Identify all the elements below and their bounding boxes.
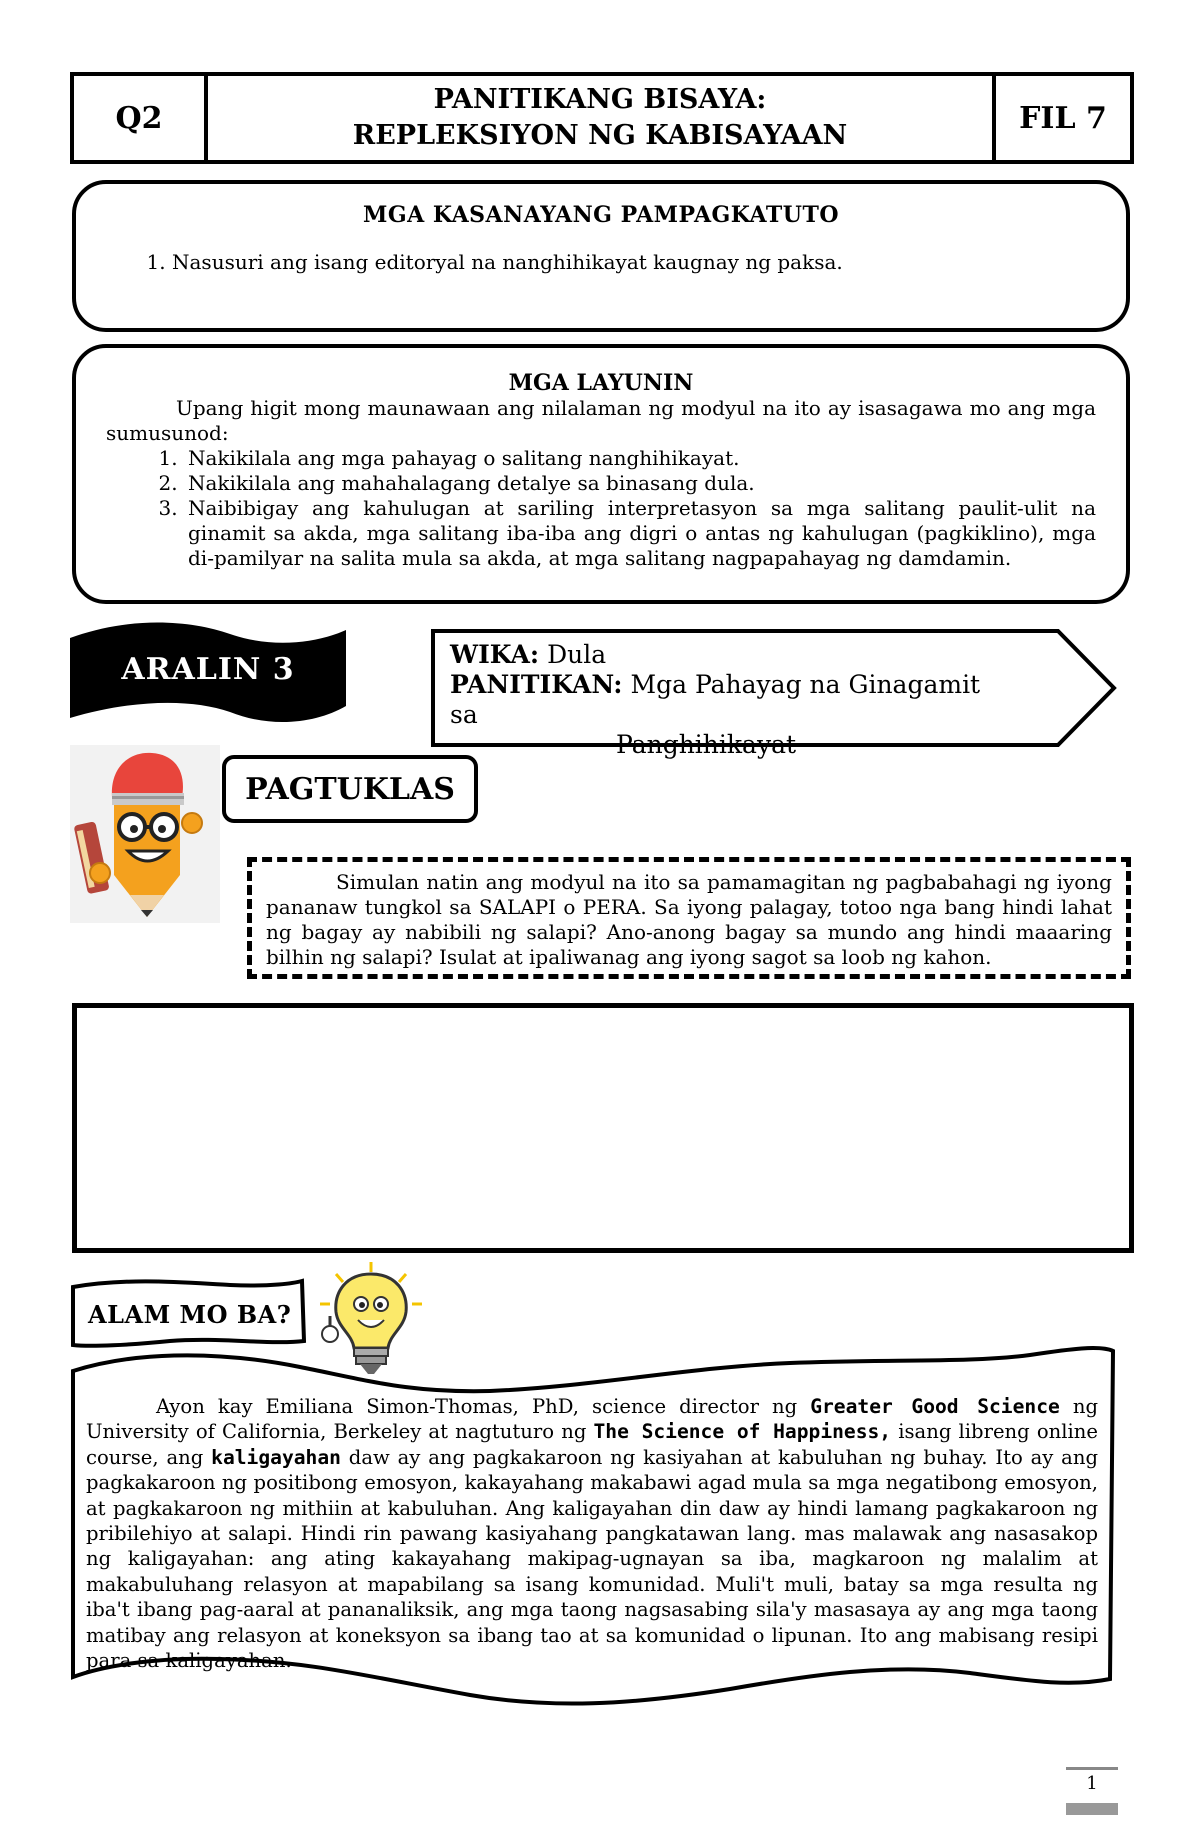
pencil-mascot-icon [70, 745, 220, 923]
learning-competencies-box [72, 180, 1130, 332]
quarter-label: Q2 [74, 76, 208, 160]
panitikan-value-line1: Mga Pahayag na Ginagamit sa [450, 670, 981, 729]
discovery-instructions-text: Simulan natin ang modyul na ito sa pamamagitan ng pagbabahagi ng iyong pananaw tungkol sa SALAPI o PERA. Sa iyong palagay, totoo nga bang hindi lahat ng bagay ay nabibili ng salapi? Ano-anong bagay sa mundo ang hindi maaaring bilhin ng salapi? Isulat at ipaliwanag ang iyong sagot sa loob ng kahon. [266, 870, 1112, 969]
objective-item: 2. Nakikilala ang mahahalagang detalye sa binasang dula. [184, 471, 1096, 496]
wika-value: Dula [547, 640, 607, 669]
learning-competencies-heading: MGA KASANAYANG PAMPAGKATUTO [363, 202, 839, 228]
kaligayahan-emphasis: kaligayahan [211, 1445, 341, 1469]
paragraph-text: ng University of California, Berkeley at nagtuturo ng [86, 1395, 1099, 1444]
page-number-bar [1066, 1803, 1118, 1815]
lightbulb-mascot-icon [316, 1260, 426, 1380]
lesson-label: ARALIN 3 [121, 652, 295, 687]
paragraph-text: isang libreng online course, ang [86, 1420, 1098, 1469]
objective-item: 3. Naibibigay ang kahulugan at sariling interpretasyon sa mga salitang paulit-ulit na ginamit sa akda, mga salitang iba-iba ang digri o antas ng kahulugan (pagkiklino), mga di-pamilyar na salita mula sa akda, at mga salitang nagpapahayag ng damdamin. [184, 496, 1096, 571]
objectives-list [106, 446, 1096, 571]
panitikan-row [450, 670, 1010, 760]
module-title-line2: REPLEKSIYON NG KABISAYAAN [352, 120, 848, 151]
panitikan-value-line2: Panghihikayat [616, 730, 797, 759]
learning-competencies-list [76, 250, 1126, 274]
objectives-intro: Upang higit mong maunawaan ang nilalaman ng modyul na ito ay isasagawa mo ang mga sumusunod: [106, 396, 1096, 445]
wika-label: WIKA: [450, 640, 540, 669]
objectives-box [72, 344, 1130, 604]
module-title-line1: PANITIKANG BISAYA: [433, 84, 767, 115]
paragraph-text: Ayon kay Emiliana Simon-Thomas, PhD, science director ng [156, 1395, 811, 1418]
lesson-topics [450, 640, 1010, 760]
competency-item: 1. Nasusuri ang isang editoryal na nanghihikayat kaugnay ng paksa. [172, 250, 1126, 274]
page-number-rule [1066, 1767, 1118, 1770]
paragraph-text: daw ay ang pagkakaroon ng kasiyahan at kabuluhan ng buhay. Ito ay ang pagkakaroon ng positibong emosyon, kakayahang makabawi agad mula sa mga negatibong emosyon, at pagkakaroon ng mithiin at kabuluhan. Ang kaligayahan din daw ay hindi lamang pagkakaroon ng pribilehiyo at salapi. Hindi rin pawang kasiyahang pangkatawan lang. mas malawak ang nasasakop ng kaligayahan: ang ating kakayahang makipag-ugnayan sa iba, magkaroon ng malalim at makabuluhang relasyon at mapabilang sa isang komunidad. Muli't muli, batay sa mga resulta ng iba't ibang pag-aaral at pananaliksik, ang mga taong nagsasabing sila'y masasaya ay ang mga taong matibay ang relasyon at koneksyon sa ibang tao at sa komunidad o lipunan. Ito ang mabisang resipi para sa kaligayahan. [86, 1445, 1099, 1673]
answer-writing-box[interactable] [72, 1003, 1134, 1253]
panitikan-label: PANITIKAN: [450, 670, 623, 699]
objective-item: 1. Nakikilala ang mga pahayag o salitang nanghihikayat. [184, 446, 1096, 471]
module-title [208, 76, 992, 160]
wika-row [450, 640, 1010, 670]
did-you-know-label: ALAM MO BA? [88, 1300, 292, 1329]
module-header [70, 72, 1134, 164]
discovery-instructions-box [247, 857, 1131, 979]
did-you-know-paragraph [86, 1394, 1098, 1673]
greater-good-science-emphasis: Greater Good Science [810, 1395, 1060, 1418]
science-of-happiness-emphasis: The Science of Happiness, [593, 1420, 892, 1444]
subject-label: FIL 7 [992, 76, 1130, 160]
discovery-section-label: PAGTUKLAS [222, 755, 478, 823]
did-you-know-body [86, 1394, 1098, 1673]
page-number: 1 [1086, 1773, 1098, 1794]
objectives-heading: MGA LAYUNIN [508, 370, 694, 396]
